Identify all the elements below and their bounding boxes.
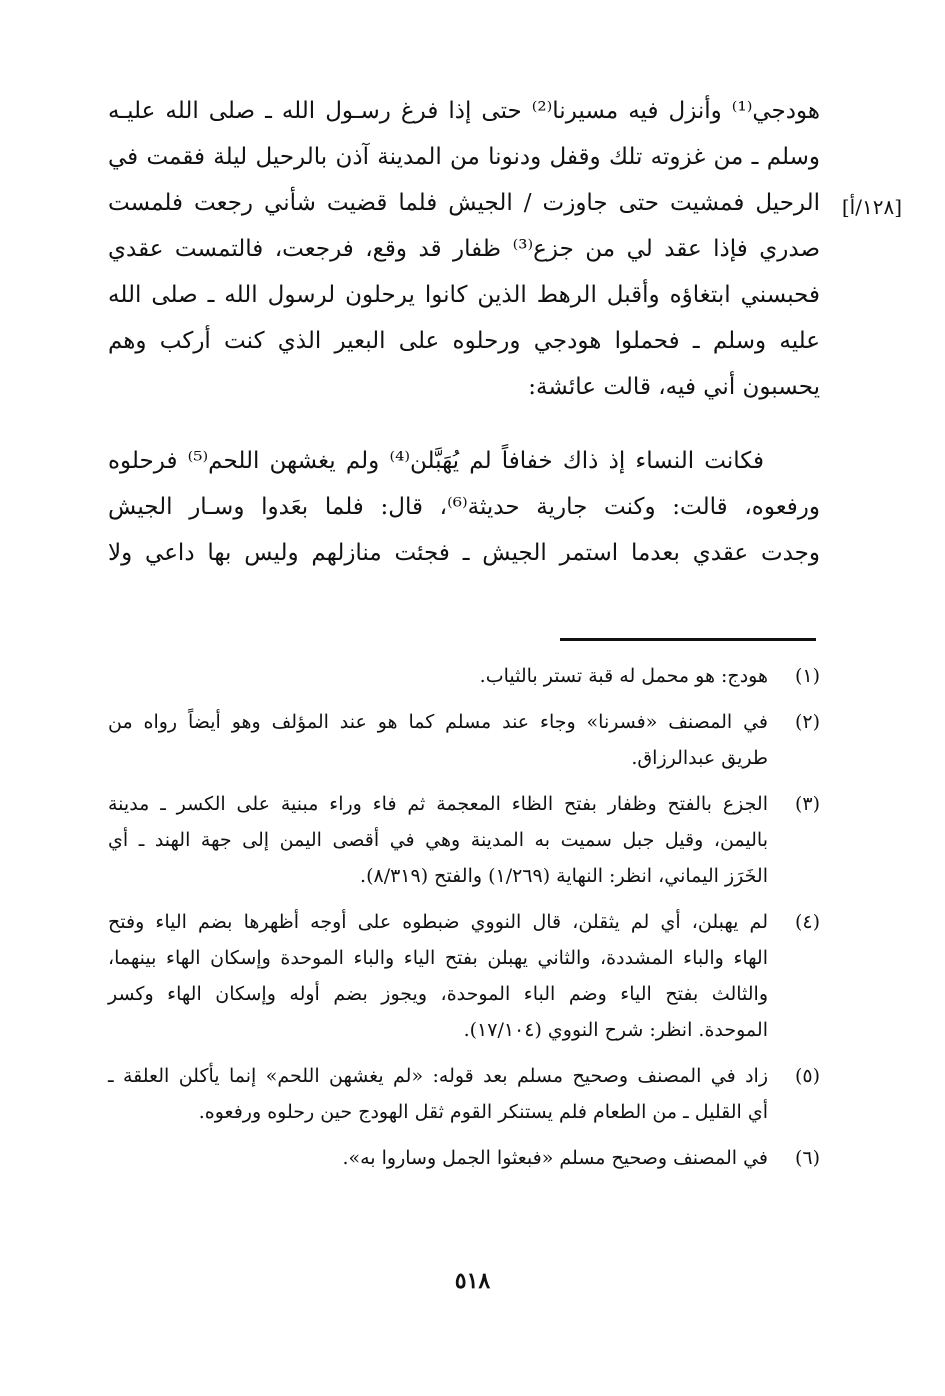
footnote-number: (٢) [794, 711, 820, 733]
footnote-line: في المصنف «فسرنا» وجاء عند مسلم كما هو عند المؤلف وهو أيضاً رواه من [108, 711, 768, 733]
footnote-line: الجزع بالفتح وظفار بفتح الظاء المعجمة ثم فاء وراء مبنية على الكسر ـ مدينة [108, 793, 768, 815]
footnote-number: (٥) [794, 1065, 820, 1087]
footnotes [108, 658, 820, 1186]
text-line: وسلم ـ من غزوته تلك وقفل ودنونا من المدينة آذن بالرحيل ليلة فقمت في [108, 144, 820, 170]
footnote-separator [560, 638, 816, 641]
footnote-text [108, 1140, 768, 1176]
footnote [108, 658, 820, 694]
footnote-number: (٦) [794, 1147, 820, 1169]
footnote-text [108, 786, 768, 894]
footnote-text [108, 704, 768, 776]
footnote-number: (٣) [794, 793, 820, 815]
footnote-text [108, 904, 768, 1048]
text-line: هودجي⁽¹⁾ وأنزل فيه مسيرنا⁽²⁾ حتى إذا فرغ رسـول الله ـ صلى الله عليـه [108, 98, 820, 124]
footnote-line: في المصنف وصحيح مسلم «فبعثوا الجمل وساروا به». [342, 1147, 768, 1169]
footnote [108, 904, 820, 1048]
footnote-line: طريق عبدالرزاق. [631, 747, 768, 769]
text-line: صدري فإذا عقد لي من جزع⁽³⁾ ظفار قد وقع، فرجعت، فالتمست عقدي [108, 236, 821, 262]
footnote [108, 704, 820, 776]
footnote-line: أي القليل ـ من الطعام فلم يستنكر القوم ثقل الهودج حين رحلوه ورفعوه. [198, 1101, 768, 1123]
footnote-number: (١) [794, 665, 820, 687]
text-line: ورفعوه، قالت: وكنت جارية حديثة⁽⁶⁾، قال: فلما بعَدوا وسـار الجيش [108, 494, 821, 520]
footnote-text [108, 1058, 768, 1130]
footnote-line: الموحدة. انظر: شرح النووي (١٧/١٠٤). [463, 1019, 768, 1041]
footnote-line: والثالث بفتح الياء وضم الباء الموحدة، ويجوز بضم أوله وإسكان الهاء وكسر [108, 983, 768, 1005]
footnote [108, 1140, 820, 1176]
footnote-line: زاد في المصنف وصحيح مسلم بعد قوله: «لم يغشهن اللحم» إنما يأكلن العلقة ـ [108, 1065, 768, 1087]
footnote [108, 786, 820, 894]
footnote-number: (٤) [794, 911, 820, 933]
text-line: وجدت عقدي بعدما استمر الجيش ـ فجئت منازلهم وليس بها داعي ولا [108, 540, 820, 566]
folio-reference: [١٢٨/أ] [841, 195, 902, 219]
main-text [108, 88, 820, 576]
footnote-line: باليمن، وقيل جبل سميت به المدينة وهي في أقصى اليمن إلى جهة الهند ـ أي [108, 829, 768, 851]
text-line: الرحيل فمشيت حتى جاوزت / الجيش فلما قضيت شأني رجعت فلمست [108, 190, 820, 216]
footnote [108, 1058, 820, 1130]
footnote-text [108, 658, 768, 694]
page-number: ٥١٨ [454, 1268, 491, 1294]
footnote-line: الهاء والباء المشددة، والثاني يهبلن بفتح الياء والباء الموحدة وإسكان الهاء بينهما، [108, 947, 768, 969]
text-line: فحبسني ابتغاؤه وأقبل الرهط الذين كانوا يرحلون لرسول الله ـ صلى الله [108, 282, 820, 308]
text-line: يحسبون أني فيه، قالت عائشة: [528, 374, 820, 400]
paragraph-gap [108, 410, 820, 438]
text-line: فكانت النساء إذ ذاك خفافاً لم يُهَبَّلن⁽⁴⁾ ولم يغشهن اللحم⁽⁵⁾ فرحلوه [108, 448, 764, 474]
text-line: عليه وسلم ـ فحملوا هودجي ورحلوه على البعير الذي كنت أركب وهم [108, 328, 820, 354]
footnote-line: هودج: هو محمل له قبة تستر بالثياب. [479, 665, 768, 687]
footnote-line: لم يهبلن، أي لم يثقلن، قال النووي ضبطوه على أوجه أظهرها بضم الياء وفتح [108, 911, 768, 933]
footnote-line: الخَرَز اليماني، انظر: النهاية (١/٢٦٩) والفتح (٨/٣١٩). [360, 865, 768, 887]
